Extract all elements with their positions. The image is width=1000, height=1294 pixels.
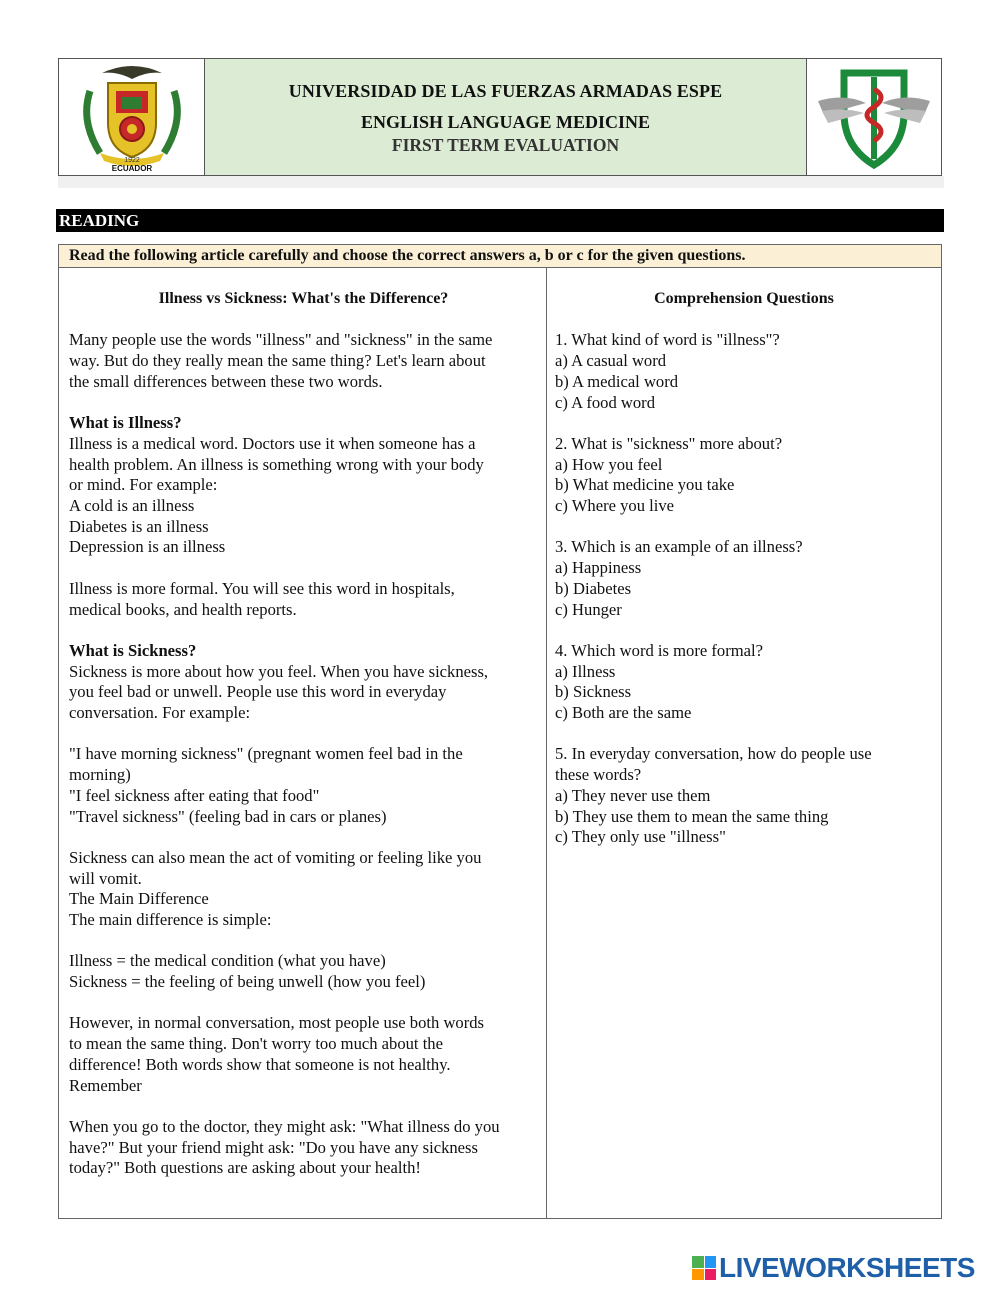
article-title: Illness vs Sickness: What's the Difference? [158,290,449,307]
sickness-section [69,641,538,724]
text-line: medical books, and health reports. [69,599,297,619]
answer-option[interactable]: c) Where you live [555,496,675,515]
text-line: to mean the same thing. Don't worry too much about the [69,1034,443,1054]
text-line: morning) [69,765,131,785]
text-line: Sickness can also mean the act of vomiting or feeling like you [69,847,482,867]
answer-option[interactable]: a) A casual word [555,351,667,371]
sickness-heading: What is Sickness? [69,640,197,660]
instruction-text: Read the following article carefully and choose the correct answers a, b or c for the given questions. [59,245,941,268]
question-1 [555,330,933,413]
question-5 [555,744,933,848]
text-line: "Travel sickness" (feeling bad in cars or planes) [69,806,387,826]
espe-crest-icon [72,61,192,173]
left-logo-cell [59,59,205,175]
text-line: When you go to the doctor, they might ask: "What illness do you [69,1116,500,1136]
text-line: the small differences between these two words. [69,371,383,391]
liveworksheets-brand[interactable] [692,1253,975,1283]
text-line: "I feel sickness after eating that food" [69,785,320,805]
answer-option[interactable]: c) They only use "illness" [555,827,726,847]
text-line: difference! Both words show that someone is not healthy. [69,1054,451,1074]
medicine-caduceus-shield-icon [814,63,934,171]
text-line: Remember [69,1075,142,1095]
document-header [58,58,942,176]
reading-table [58,244,942,1219]
text-line: However, in normal conversation, most people use both words [69,1013,485,1033]
text-line: A cold is an illness [69,496,195,515]
text-line: Many people use the words "illness" and "sickness" in the same [69,330,493,350]
text-line: Sickness is more about how you feel. When you have sickness, [69,661,489,681]
illness-section [69,413,538,558]
answer-option[interactable]: b) Sickness [555,682,632,702]
however-paragraph [69,1013,538,1096]
text-line: have?" But your friend might ask: "Do you have any sickness [69,1137,478,1157]
answer-option[interactable]: a) Happiness [555,558,642,578]
text-line: today?" Both questions are asking about your health! [69,1158,421,1178]
illness-heading: What is Illness? [69,413,182,433]
answer-option[interactable]: a) How you feel [555,454,663,474]
vomit-paragraph [69,848,538,931]
text-line: or mind. For example: [69,475,218,495]
question-text: these words? [555,765,642,785]
header-divider [58,176,944,188]
crest-year: 1922 [123,157,140,164]
text-line: you feel bad or unwell. People use this word in everyday [69,682,447,702]
question-2 [555,434,933,517]
questions-title: Comprehension Questions [654,290,834,307]
text-line: Diabetes is an illness [69,516,209,536]
answer-option[interactable]: c) A food word [555,392,656,412]
text-line: Illness = the medical condition (what you have) [69,951,386,971]
university-name: UNIVERSIDAD DE LAS FUERZAS ARMADAS ESPE [288,81,723,101]
course-name: ENGLISH LANGUAGE MEDICINE [360,112,651,132]
text-line: conversation. For example: [69,703,251,722]
answer-option[interactable]: a) Illness [555,661,616,681]
right-logo-cell [807,59,941,175]
text-line: The Main Difference [69,889,209,909]
text-line: Illness is a medical word. Doctors use it when someone has a [69,433,476,453]
answer-option[interactable]: a) They never use them [555,785,711,805]
liveworksheets-logo-icon [692,1256,716,1280]
answer-option[interactable]: b) Diabetes [555,578,632,598]
crest-country: ECUADOR [111,164,152,173]
question-text: 1. What kind of word is "illness"? [555,330,780,350]
difference-paragraph [69,951,538,992]
answer-option[interactable]: c) Both are the same [555,703,692,722]
text-line: Illness is more formal. You will see this word in hospitals, [69,578,455,598]
question-3 [555,537,933,620]
text-line: will vomit. [69,868,142,888]
article-column [59,268,547,1218]
question-4 [555,641,933,724]
text-line: way. But do they really mean the same thing? Let's learn about [69,351,486,371]
question-text: 2. What is "sickness" more about? [555,433,783,453]
sickness-examples [69,744,538,827]
header-title-cell [205,59,807,175]
question-text: 4. Which word is more formal? [555,640,763,660]
doctor-paragraph [69,1117,538,1179]
answer-option[interactable]: c) Hunger [555,599,622,619]
text-line: "I have morning sickness" (pregnant women feel bad in the [69,744,463,764]
questions-column [547,268,941,1218]
text-line: Sickness = the feeling of being unwell (how you feel) [69,972,426,992]
text-line: Depression is an illness [69,537,226,557]
text-line: health problem. An illness is something wrong with your body [69,454,484,474]
question-text: 3. Which is an example of an illness? [555,537,803,557]
question-text: 5. In everyday conversation, how do people use [555,744,872,764]
section-title-reading: READING [56,209,944,232]
brand-name: LIVEWORKSHEETS [719,1252,975,1283]
answer-option[interactable]: b) They use them to mean the same thing [555,806,829,826]
answer-option[interactable]: b) What medicine you take [555,475,735,495]
text-line: The main difference is simple: [69,910,272,929]
illness-formal-paragraph [69,579,538,620]
answer-option[interactable]: b) A medical word [555,371,679,391]
evaluation-name: FIRST TERM EVALUATION [391,135,620,155]
article-intro [69,330,538,392]
